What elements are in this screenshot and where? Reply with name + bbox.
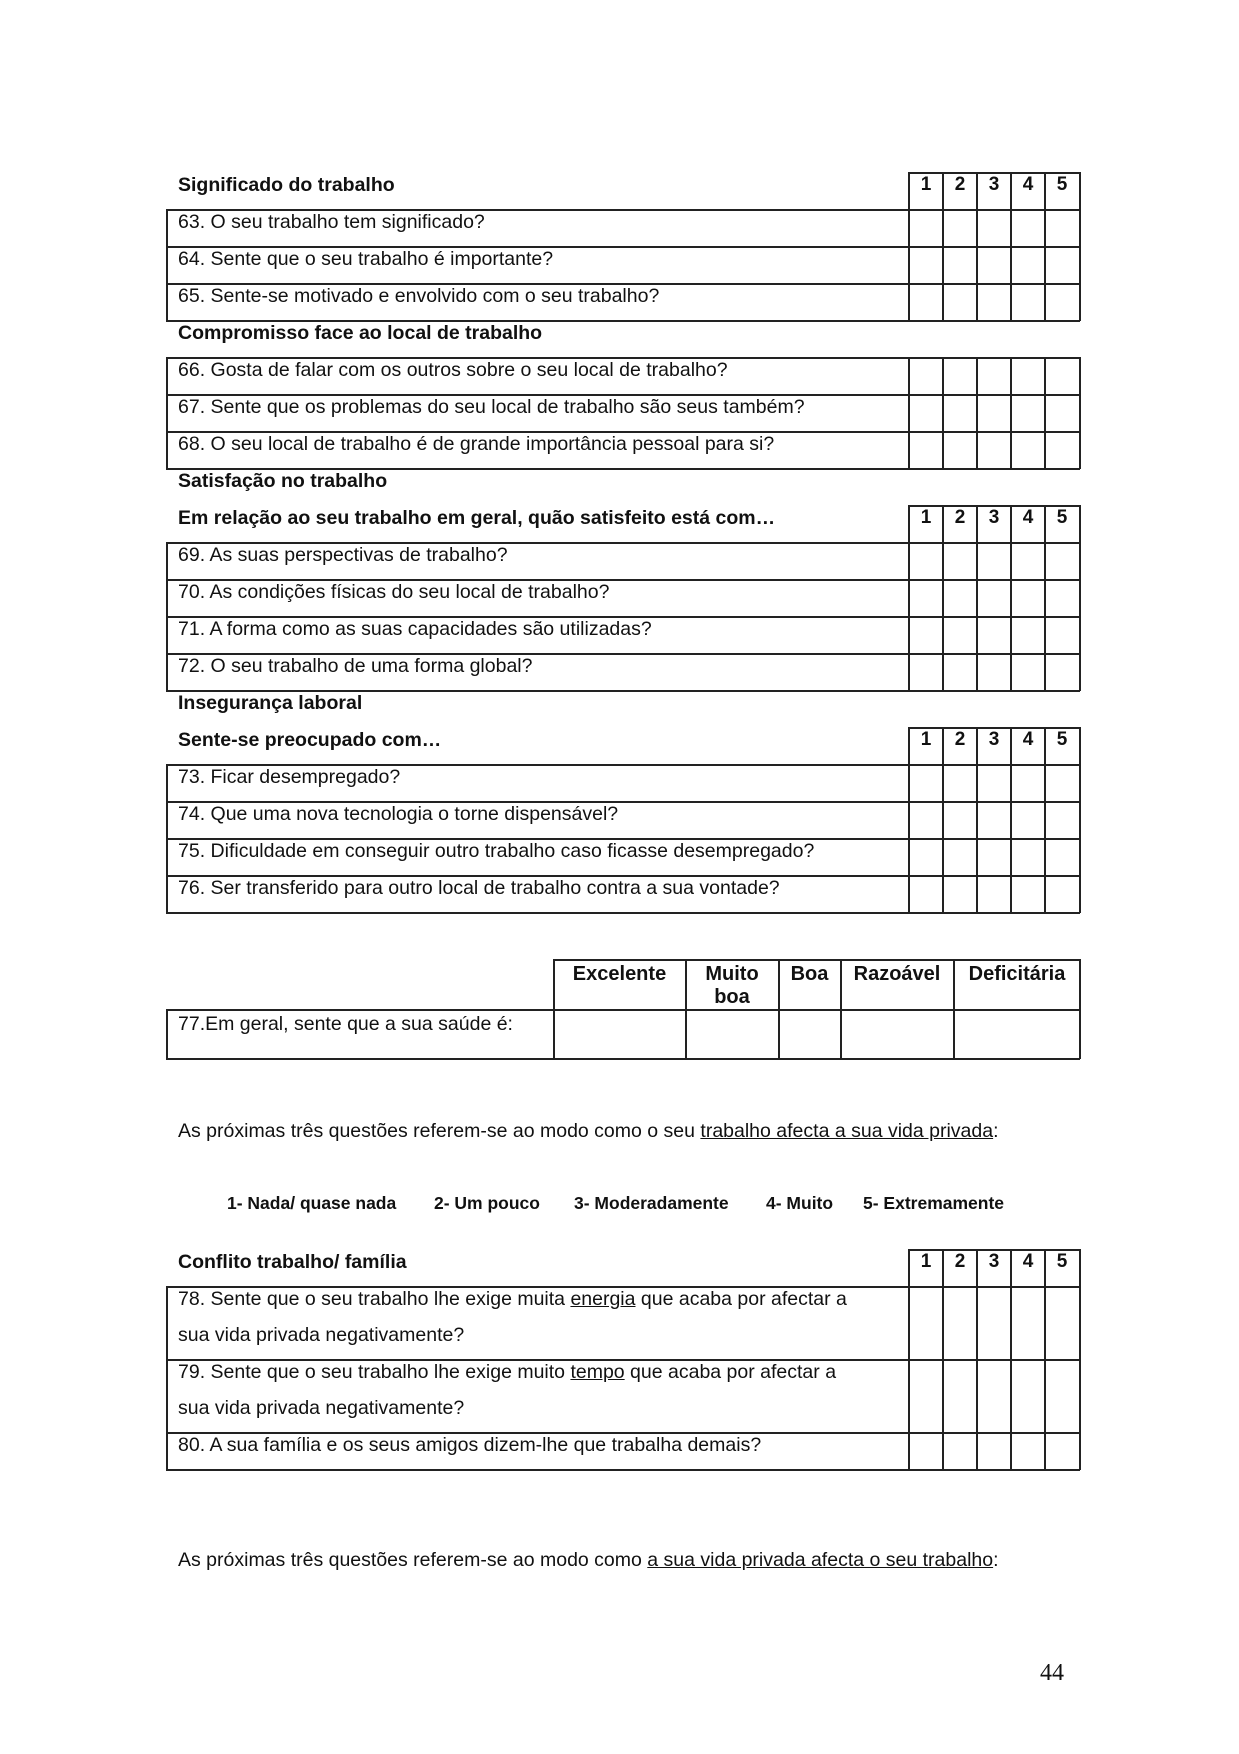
health-option-razoavel: Razoável (853, 963, 941, 985)
section-title-inseguranca: Insegurança laboral (178, 692, 363, 714)
intro-paragraph-1 (178, 1120, 999, 1143)
scale-label: 1 (920, 507, 932, 528)
legend-item-5: 5- Extremamente (863, 1193, 1005, 1213)
question-79-line2: sua vida privada negativamente? (178, 1397, 465, 1419)
section-title-compromisso: Compromisso face ao local de trabalho (178, 322, 543, 344)
scale-label: 3 (988, 507, 1000, 528)
q79-underlined: tempo (570, 1361, 625, 1383)
q78-text: 78. Sente que o seu trabalho lhe exige muita (178, 1288, 571, 1310)
scale-label: 2 (954, 729, 966, 750)
question-76: 76. Ser transferido para outro local de trabalho contra a sua vontade? (178, 877, 780, 899)
question-74: 74. Que uma nova tecnologia o torne dispensável? (178, 803, 619, 825)
question-73: 73. Ficar desempregado? (178, 766, 401, 788)
question-63: 63. O seu trabalho tem significado? (178, 211, 485, 233)
scale-label: 3 (988, 729, 1000, 750)
section-subtitle-inseguranca: Sente-se preocupado com… (178, 729, 442, 751)
scale-label: 5 (1056, 729, 1068, 750)
scale-label: 4 (1022, 174, 1034, 195)
legend-item-3: 3- Moderadamente (574, 1193, 729, 1213)
legend-item-1: 1- Nada/ quase nada (227, 1193, 397, 1213)
scale-label: 3 (988, 174, 1000, 195)
intro2-underlined: a sua vida privada afecta o seu trabalho (647, 1549, 994, 1571)
question-78 (178, 1288, 847, 1311)
scale-label: 5 (1056, 174, 1068, 195)
health-option-deficitaria: Deficitária (968, 963, 1066, 985)
legend-item-2: 2- Um pouco (434, 1193, 540, 1213)
health-option-boa: Boa (790, 963, 829, 985)
q78-underlined: energia (570, 1288, 636, 1310)
scale-label: 5 (1056, 507, 1068, 528)
section-title-significado: Significado do trabalho (178, 174, 395, 196)
question-69: 69. As suas perspectivas de trabalho? (178, 544, 508, 566)
scale-label: 4 (1022, 507, 1034, 528)
page-number: 44 (1040, 1660, 1064, 1686)
question-67: 67. Sente que os problemas do seu local de trabalho são seus também? (178, 396, 805, 418)
question-80: 80. A sua família e os seus amigos dizem-lhe que trabalha demais? (178, 1434, 762, 1456)
q79-text: 79. Sente que o seu trabalho lhe exige muito (178, 1361, 571, 1383)
legend-item-4: 4- Muito (766, 1193, 834, 1213)
intro1-text: As próximas três questões referem-se ao modo como o seu (178, 1120, 701, 1142)
scale-label: 1 (920, 729, 932, 750)
question-78-line2: sua vida privada negativamente? (178, 1324, 465, 1346)
question-79 (178, 1361, 836, 1384)
question-77: 77.Em geral, sente que a sua saúde é: (178, 1013, 513, 1035)
question-66: 66. Gosta de falar com os outros sobre o seu local de trabalho? (178, 359, 728, 381)
section-subtitle-satisfacao: Em relação ao seu trabalho em geral, quão satisfeito está com… (178, 507, 776, 529)
intro1-suffix: : (993, 1120, 999, 1142)
scale-label: 4 (1022, 1251, 1034, 1272)
q79-text-end: que acaba por afectar a (624, 1361, 837, 1383)
health-option-muito-boa: Muito boa (705, 963, 759, 1008)
intro2-suffix: : (993, 1549, 999, 1571)
question-71: 71. A forma como as suas capacidades são utilizadas? (178, 618, 652, 640)
scale-label: 2 (954, 507, 966, 528)
question-72: 72. O seu trabalho de uma forma global? (178, 655, 533, 677)
intro1-underlined: trabalho afecta a sua vida privada (700, 1120, 994, 1142)
question-65: 65. Sente-se motivado e envolvido com o seu trabalho? (178, 285, 660, 307)
section-title-satisfacao: Satisfação no trabalho (178, 470, 388, 492)
question-64: 64. Sente que o seu trabalho é importante? (178, 248, 554, 270)
scale-label: 3 (988, 1251, 1000, 1272)
scale-label: 2 (954, 174, 966, 195)
intro2-text: As próximas três questões referem-se ao modo como (178, 1549, 648, 1571)
scale-label: 1 (920, 1251, 932, 1272)
scale-label: 1 (920, 174, 932, 195)
scale-label: 5 (1056, 1251, 1068, 1272)
section-title-conflito: Conflito trabalho/ família (178, 1251, 407, 1273)
intro-paragraph-2 (178, 1549, 999, 1572)
scale-label: 4 (1022, 729, 1034, 750)
question-70: 70. As condições físicas do seu local de trabalho? (178, 581, 610, 603)
question-68: 68. O seu local de trabalho é de grande importância pessoal para si? (178, 433, 775, 455)
question-75: 75. Dificuldade em conseguir outro trabalho caso ficasse desempregado? (178, 840, 815, 862)
scale-label: 2 (954, 1251, 966, 1272)
health-option-excelente: Excelente (572, 963, 667, 985)
q78-text-end: que acaba por afectar a (635, 1288, 847, 1310)
